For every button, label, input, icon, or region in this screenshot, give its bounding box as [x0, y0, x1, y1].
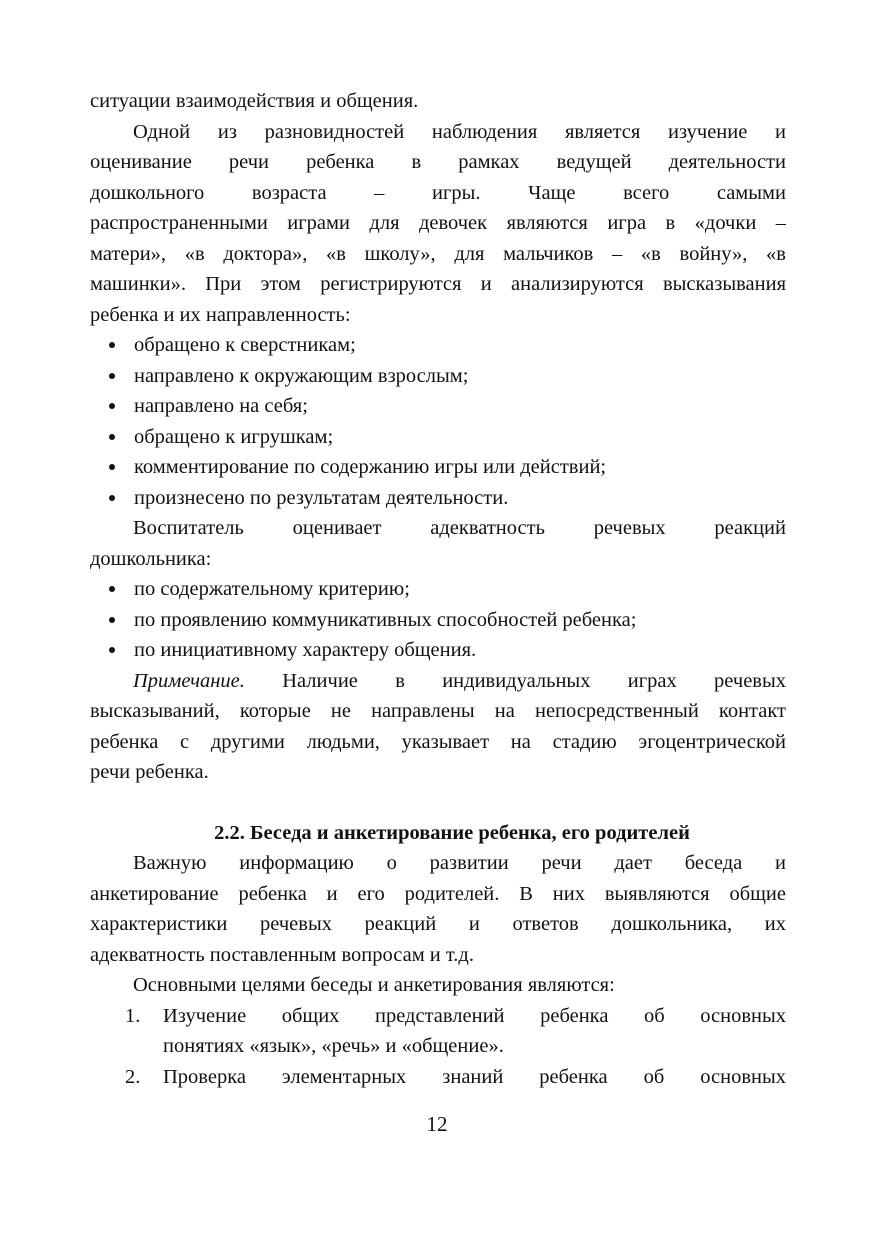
- paragraph-first-line: Важную информацию о развитии речи дает беседа и: [133, 852, 786, 874]
- list-item: [90, 635, 786, 666]
- list-item-text: по инициативному характеру общения.: [134, 639, 477, 661]
- paragraph-first-line: Одной из разновидностей наблюдения является изучение и: [133, 120, 786, 143]
- bullet-icon: [109, 434, 115, 440]
- bullet-list: [90, 330, 786, 513]
- text-line: дошкольного возраста – игры. Чаще всего самыми: [90, 181, 786, 204]
- list-item: [90, 391, 786, 422]
- bullet-icon: [109, 495, 115, 501]
- text-line: ребенка с другими людьми, указывает на стадию эгоцентрической: [90, 730, 786, 753]
- text-line: матери», «в доктора», «в школу», для мальчиков – «в войну», «в: [90, 242, 786, 265]
- numbered-item: [90, 1062, 786, 1093]
- list-item: [90, 330, 786, 361]
- text-line: дошкольника:: [90, 547, 212, 570]
- list-item: [90, 422, 786, 453]
- page-number: 12: [426, 1112, 448, 1136]
- list-item-text: направлено на себя;: [134, 395, 308, 417]
- list-item-text: обращено к игрушкам;: [134, 425, 334, 448]
- text-line: характеристики речевых реакций и ответов дошкольника, их: [90, 913, 786, 935]
- section-heading: 2.2. Беседа и анкетирование ребенка, его родителей: [214, 821, 690, 844]
- text-line: ситуации взаимодействия и общения.: [90, 90, 419, 112]
- numbered-item: [90, 1001, 786, 1032]
- list-item: [90, 452, 786, 483]
- bullet-icon: [109, 403, 115, 409]
- paragraph-first-line: Воспитатель оценивает адекватность речевых реакций: [133, 517, 786, 539]
- numbered-list: [90, 1001, 786, 1093]
- bullet-icon: [109, 617, 115, 623]
- item-number: 2.: [125, 1065, 141, 1088]
- numbered-item-continuation: понятиях «язык», «речь» и «общение».: [163, 1035, 504, 1057]
- list-item-text: по содержательному критерию;: [134, 578, 410, 600]
- text-line: ребенка и их направленность:: [90, 303, 351, 326]
- paragraph-first-line: Основными целями беседы и анкетирования являются:: [133, 974, 615, 996]
- note-first-line: [90, 666, 786, 697]
- bullet-list: [90, 574, 786, 666]
- list-item-text: обращено к сверстникам;: [134, 334, 356, 356]
- bullet-icon: [109, 586, 115, 592]
- bullet-icon: [109, 342, 115, 348]
- text-line: адекватность поставленным вопросам и т.д.: [90, 943, 474, 966]
- bullet-icon: [109, 373, 115, 379]
- text-line: анкетирование ребенка и его родителей. В них выявляются общие: [90, 882, 786, 905]
- page-content: [90, 86, 786, 1092]
- item-text: Изучение общих представлений ребенка об основных: [163, 1004, 786, 1027]
- list-item: [90, 574, 786, 605]
- text-line: машинки». При этом регистрируются и анализируются высказывания: [90, 273, 786, 295]
- item-text: Проверка элементарных знаний ребенка об основных: [163, 1065, 786, 1088]
- text-line: речи ребенка.: [90, 761, 209, 783]
- list-item-text: направлено к окружающим взрослым;: [134, 364, 469, 387]
- list-item-text: произнесено по результатам деятельности.: [134, 486, 509, 509]
- section-spacer: [90, 788, 786, 818]
- bullet-icon: [109, 464, 115, 470]
- list-item: [90, 483, 786, 514]
- text-line: распространенными играми для девочек являются игра в «дочки –: [90, 212, 786, 234]
- item-number: 1.: [125, 1004, 141, 1027]
- note-text: Наличие в индивидуальных играх речевых: [282, 669, 786, 692]
- list-item-text: по проявлению коммуникативных способностей ребенка;: [134, 608, 637, 631]
- bullet-icon: [109, 647, 115, 653]
- list-item: [90, 605, 786, 636]
- text-line: высказываний, которые не направлены на непосредственный контакт: [90, 700, 786, 722]
- list-item-text: комментирование по содержанию игры или действий;: [134, 456, 607, 478]
- text-line: оценивание речи ребенка в рамках ведущей деятельности: [90, 151, 786, 173]
- list-item: [90, 361, 786, 392]
- note-label: Примечание.: [133, 669, 245, 692]
